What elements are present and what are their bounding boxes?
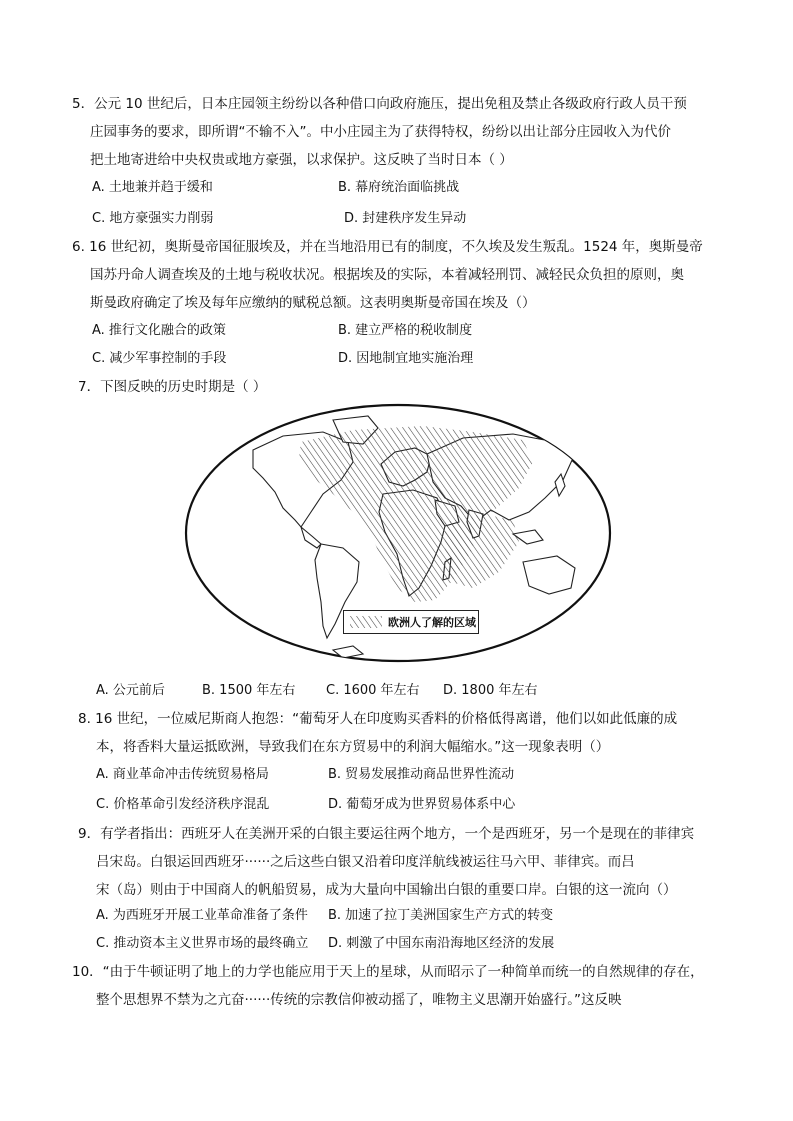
q9-line-2: 吕宋岛。白银运回西班牙······之后这些白银又沿着印度洋航线被运往马六甲、菲律宾。而吕: [96, 854, 635, 870]
q9-option-a[interactable]: A. 为西班牙开展工业革命准备了条件: [96, 908, 308, 923]
q5-option-c[interactable]: C. 地方豪强实力削弱: [92, 211, 214, 226]
q8-option-a[interactable]: A. 商业革命冲击传统贸易格局: [96, 767, 269, 782]
q9-line-1: 9．有学者指出：西班牙人在美洲开采的白银主要运往两个地方，一个是西班牙，另一个是现在的菲律宾: [78, 826, 695, 842]
q5-option-a[interactable]: A. 土地兼并趋于缓和: [92, 180, 213, 195]
map-legend: [343, 610, 479, 634]
q9-option-d[interactable]: D. 刺激了中国东南沿海地区经济的发展: [328, 936, 555, 951]
legend-hatch-swatch: [350, 616, 382, 628]
q6-option-b[interactable]: B. 建立严格的税收制度: [338, 323, 473, 338]
q9-option-b[interactable]: B. 加速了拉丁美洲国家生产方式的转变: [328, 908, 554, 923]
q10-line-2: 整个思想界不禁为之亢奋······传统的宗教信仰被动摇了，唯物主义思潮开始盛行。”这反映: [96, 992, 622, 1008]
q5-line-2: 庄园事务的要求，即所谓“不输不入”。中小庄园主为了获得特权，纷纷以出让部分庄园收入为代价: [90, 124, 671, 140]
q9-line-3: 宋（岛）则由于中国商人的帆船贸易，成为大量向中国输出白银的重要口岸。白银的这一流向（）: [96, 882, 677, 898]
q6-line-2: 国苏丹命人调查埃及的土地与税收状况。根据埃及的实际，本着减轻刑罚、减轻民众负担的原则，奥: [90, 267, 684, 283]
q6-option-a[interactable]: A. 推行文化融合的政策: [92, 323, 226, 338]
q8-option-d[interactable]: D. 葡萄牙成为世界贸易体系中心: [328, 797, 516, 812]
q5-option-d[interactable]: D. 封建秩序发生异动: [344, 211, 467, 226]
q8-line-2: 本，将香料大量运抵欧洲，导致我们在东方贸易中的利润大幅缩水。”这一现象表明（）: [96, 739, 610, 755]
q10-line-1: 10．“由于牛顿证明了地上的力学也能应用于天上的星球，从而昭示了一种简单而统一的自然规律的存在，: [72, 964, 704, 980]
q9-option-c[interactable]: C. 推动资本主义世界市场的最终确立: [96, 936, 309, 951]
q7-option-a[interactable]: A. 公元前后: [96, 683, 165, 698]
q7-option-b[interactable]: B. 1500 年左右: [202, 683, 296, 698]
q6-line-3: 斯曼政府确定了埃及每年应缴纳的赋税总额。这表明奥斯曼帝国在埃及（）: [90, 295, 536, 311]
q8-line-1: 8. 16 世纪，一位威尼斯商人抱怨：“葡萄牙人在印度购买香料的价格低得离谱，他们以如此低廉的成: [78, 711, 678, 727]
legend-label: 欧洲人了解的区域: [388, 616, 476, 629]
q6-line-1: 6. 16 世纪初，奥斯曼帝国征服埃及，并在当地沿用已有的制度，不久埃及发生叛乱。1524 年，奥斯曼帝: [72, 239, 703, 255]
world-map-figure: [183, 402, 613, 664]
q7-option-c[interactable]: C. 1600 年左右: [326, 683, 420, 698]
q8-option-c[interactable]: C. 价格革命引发经济秩序混乱: [96, 797, 270, 812]
q8-option-b[interactable]: B. 贸易发展推动商品世界性流动: [328, 767, 515, 782]
q6-option-c[interactable]: C. 减少军事控制的手段: [92, 351, 227, 366]
q7-line-1: 7．下图反映的历史时期是（ ）: [78, 379, 267, 395]
q5-option-b[interactable]: B. 幕府统治面临挑战: [338, 180, 460, 195]
q5-line-3: 把土地寄进给中央权贵或地方豪强，以求保护。这反映了当时日本（ ）: [90, 152, 513, 168]
q5-line-1: 5．公元 10 世纪后，日本庄园领主纷纷以各种借口向政府施压，提出免租及禁止各级政府行政人员干预: [72, 96, 687, 112]
q6-option-d[interactable]: D. 因地制宜地实施治理: [338, 351, 474, 366]
q7-option-d[interactable]: D. 1800 年左右: [443, 683, 538, 698]
